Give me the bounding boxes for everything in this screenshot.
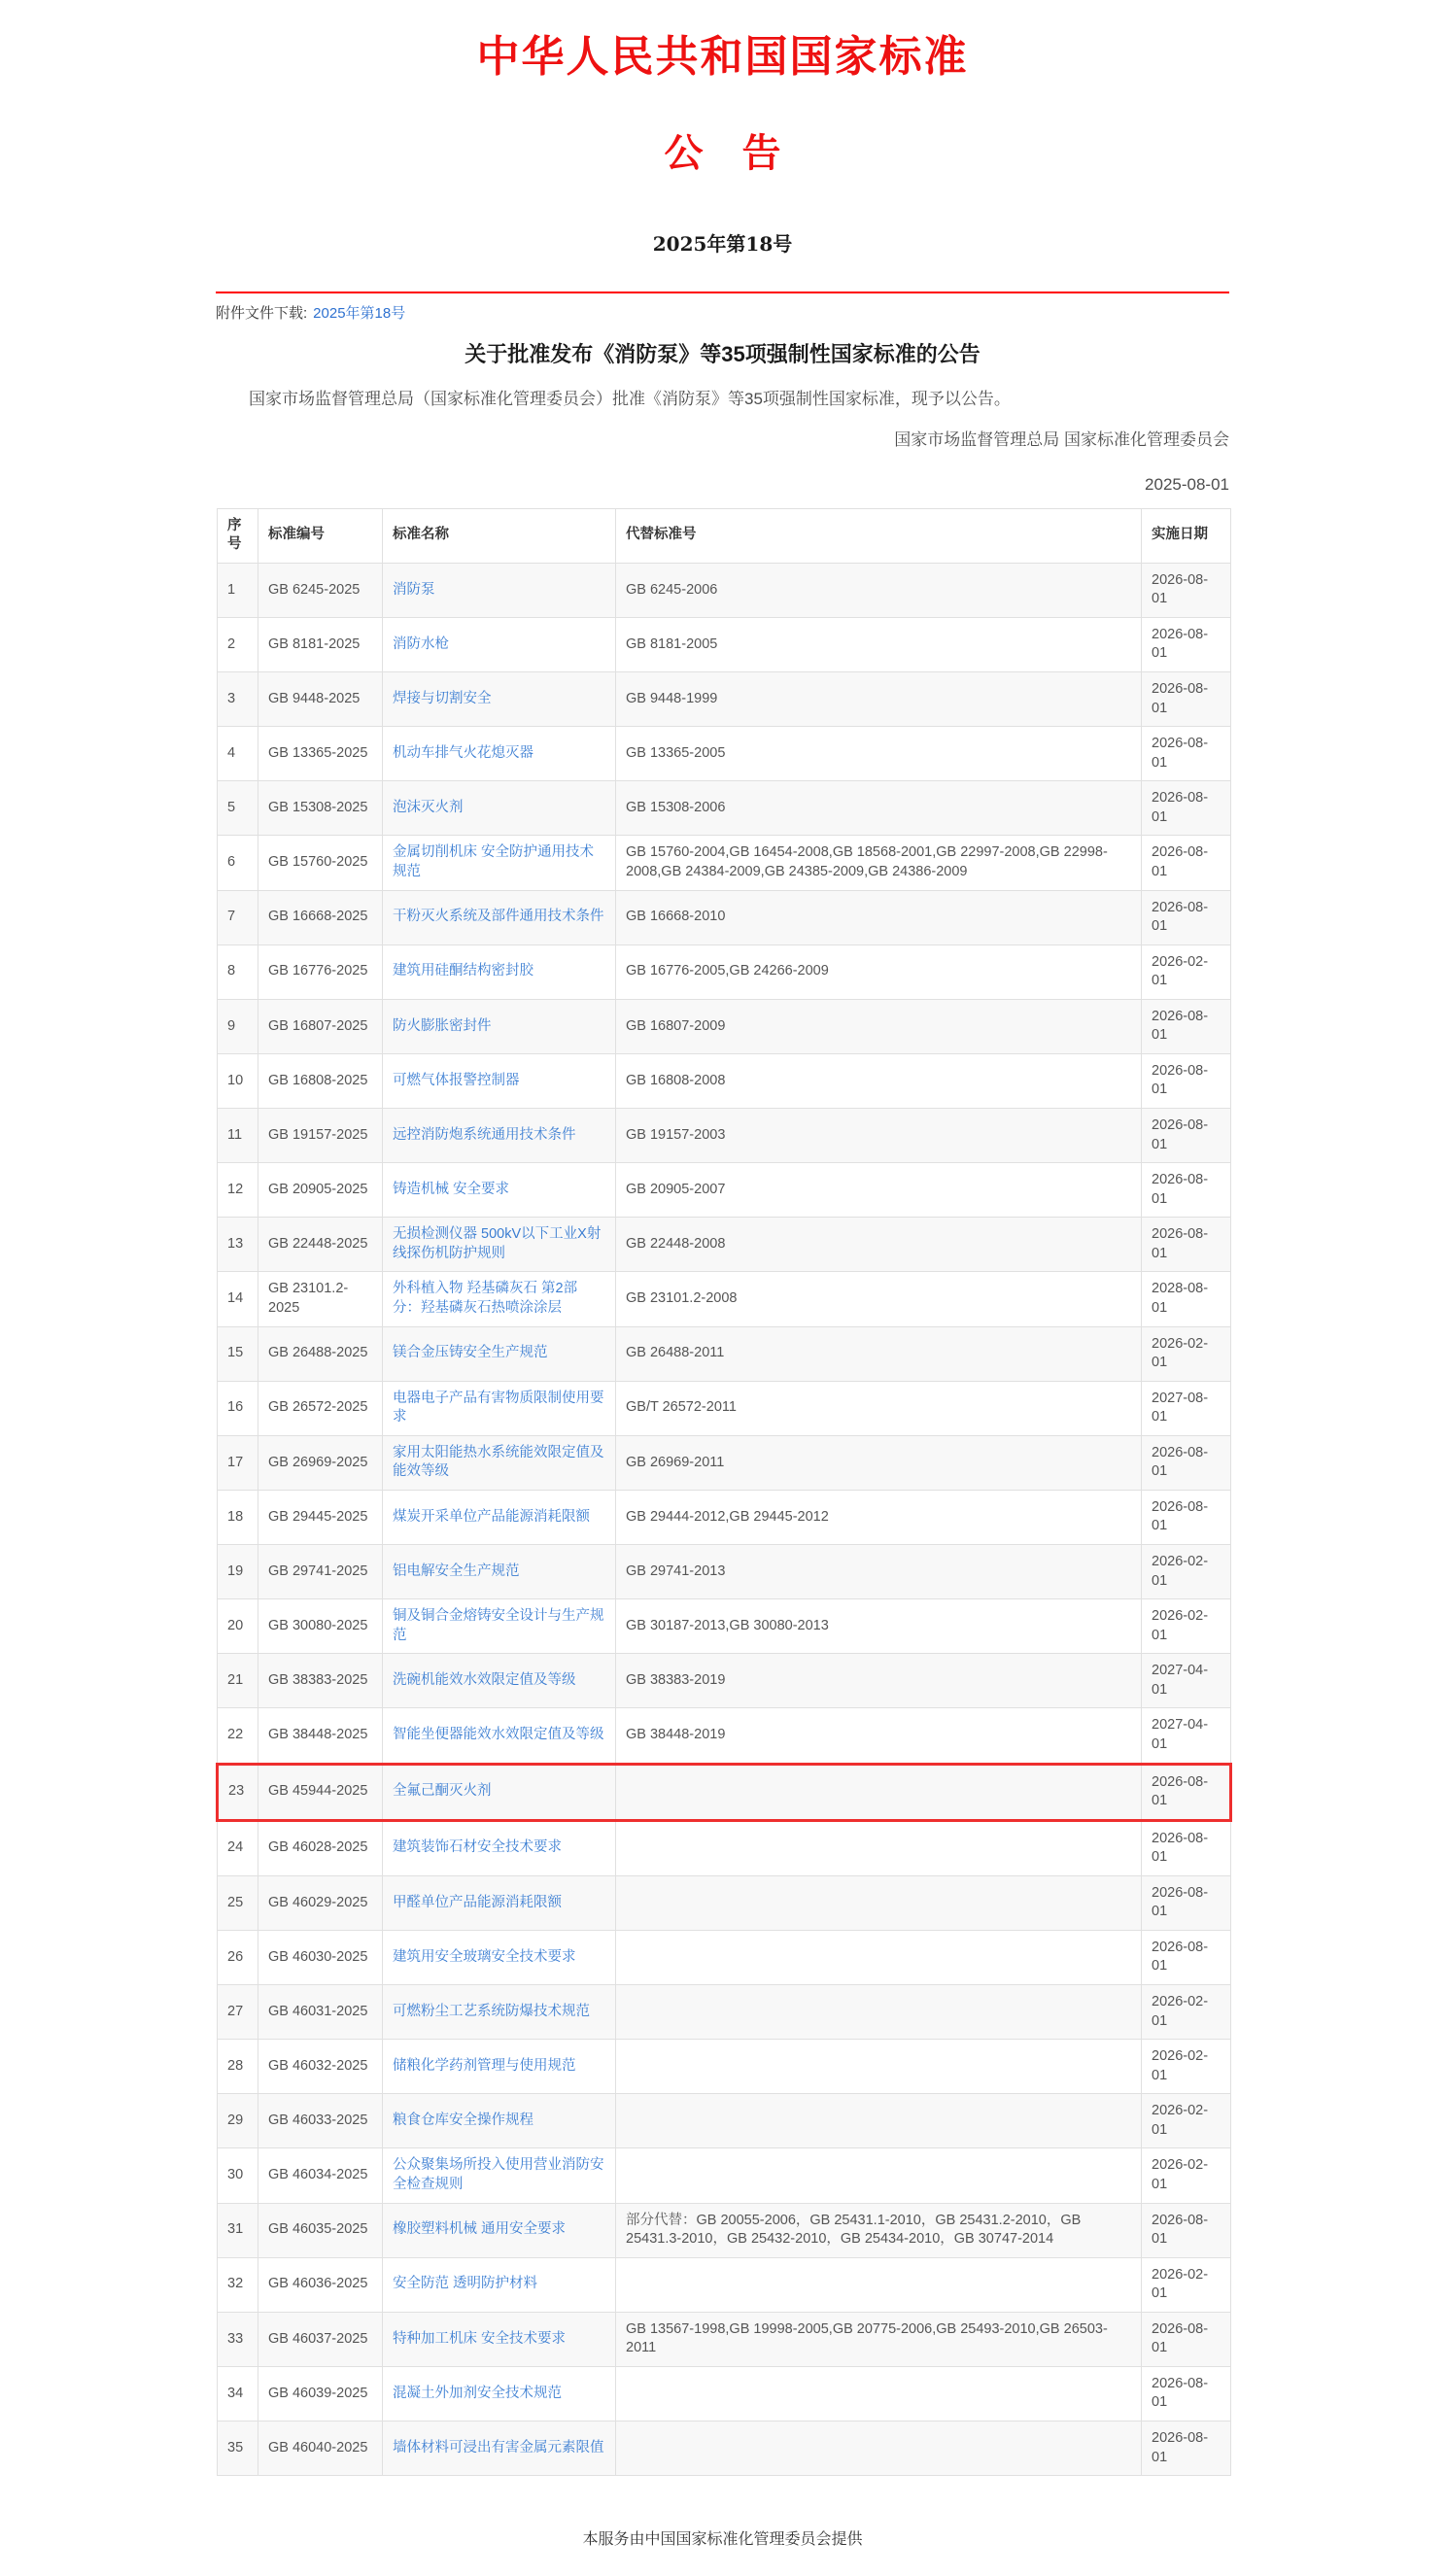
cell-seq: 7	[218, 890, 258, 945]
standard-name-link[interactable]: 铜及铜合金熔铸安全设计与生产规范	[393, 1608, 604, 1643]
cell-code: GB 26488-2025	[258, 1326, 383, 1381]
cell-name	[383, 1875, 616, 1930]
cell-name	[383, 1930, 616, 1984]
table-row	[218, 727, 1231, 781]
cell-seq: 26	[218, 1930, 258, 1984]
table-row	[218, 1764, 1231, 1820]
standard-name-link[interactable]: 洗碗机能效水效限定值及等级	[393, 1672, 576, 1689]
cell-seq: 6	[218, 836, 258, 890]
standard-name-link[interactable]: 智能坐便器能效水效限定值及等级	[393, 1727, 604, 1743]
cell-name	[383, 1053, 616, 1108]
cell-name	[383, 2148, 616, 2203]
column-header-seq: 序号	[218, 508, 258, 563]
cell-code: GB 46034-2025	[258, 2148, 383, 2203]
issue-date: 2025-08-01	[1145, 474, 1229, 494]
standards-table-body	[218, 563, 1231, 2475]
table-row	[218, 2421, 1231, 2476]
table-row	[218, 1163, 1231, 1218]
cell-code: GB 29445-2025	[258, 1490, 383, 1544]
cell-name	[383, 563, 616, 617]
cell-date: 2026-08-01	[1142, 1109, 1231, 1163]
cell-name	[383, 2094, 616, 2148]
cell-seq: 13	[218, 1218, 258, 1272]
cell-code: GB 38448-2025	[258, 1708, 383, 1764]
standard-name-link[interactable]: 煤炭开采单位产品能源消耗限额	[393, 1508, 590, 1525]
cell-seq: 22	[218, 1708, 258, 1764]
cell-replaced: GB 26488-2011	[616, 1326, 1142, 1381]
table-row	[218, 999, 1231, 1053]
cell-date: 2026-02-01	[1142, 2148, 1231, 2203]
cell-seq: 35	[218, 2421, 258, 2476]
cell-date: 2026-08-01	[1142, 1218, 1231, 1272]
column-header-code: 标准编号	[258, 508, 383, 563]
table-row	[218, 836, 1231, 890]
cell-seq: 5	[218, 781, 258, 836]
cell-name	[383, 2312, 616, 2366]
standard-name-link[interactable]: 可燃粉尘工艺系统防爆技术规范	[393, 2003, 590, 2019]
cell-seq: 29	[218, 2094, 258, 2148]
table-row	[218, 2366, 1231, 2421]
table-row	[218, 1599, 1231, 1654]
cell-code: GB 23101.2-2025	[258, 1272, 383, 1326]
cell-date: 2026-08-01	[1142, 1163, 1231, 1218]
cell-seq: 18	[218, 1490, 258, 1544]
service-provider-footer: 本服务由中国国家标准化管理委员会提供	[582, 2531, 863, 2549]
standard-name-link[interactable]: 铝电解安全生产规范	[393, 1563, 520, 1579]
cell-seq: 4	[218, 727, 258, 781]
cell-date: 2026-02-01	[1142, 1326, 1231, 1381]
cell-code: GB 20905-2025	[258, 1163, 383, 1218]
cell-name	[383, 1326, 616, 1381]
cell-name	[383, 1708, 616, 1764]
table-row	[218, 1930, 1231, 1984]
table-row	[218, 1545, 1231, 1599]
cell-seq: 30	[218, 2148, 258, 2203]
cell-replaced: GB/T 26572-2011	[616, 1381, 1142, 1435]
cell-seq: 32	[218, 2257, 258, 2312]
cell-seq: 8	[218, 945, 258, 999]
table-row	[218, 563, 1231, 617]
cell-seq: 14	[218, 1272, 258, 1326]
cell-seq: 27	[218, 1985, 258, 2040]
cell-date: 2026-08-01	[1142, 836, 1231, 890]
cell-replaced	[616, 1764, 1142, 1820]
table-row	[218, 1654, 1231, 1708]
cell-name	[383, 999, 616, 1053]
cell-replaced	[616, 2148, 1142, 2203]
standard-name-link[interactable]: 混凝土外加剂安全技术规范	[393, 2385, 562, 2401]
cell-replaced: GB 8181-2005	[616, 617, 1142, 671]
cell-date: 2026-08-01	[1142, 781, 1231, 836]
cell-replaced: GB 6245-2006	[616, 563, 1142, 617]
table-row	[218, 1820, 1231, 1875]
cell-date: 2028-08-01	[1142, 1272, 1231, 1326]
cell-code: GB 16776-2025	[258, 945, 383, 999]
issuing-authority: 国家市场监督管理总局 国家标准化管理委员会	[894, 429, 1229, 449]
cell-code: GB 16668-2025	[258, 890, 383, 945]
cell-replaced	[616, 2094, 1142, 2148]
standard-name-link[interactable]: 消防水枪	[393, 635, 449, 652]
cell-date: 2026-02-01	[1142, 1985, 1231, 2040]
cell-name	[383, 672, 616, 727]
cell-replaced: GB 13567-1998,GB 19998-2005,GB 20775-2006,GB 25493-2010,GB 26503-2011	[616, 2312, 1142, 2366]
table-row	[218, 1109, 1231, 1163]
cell-code: GB 46035-2025	[258, 2203, 383, 2257]
cell-code: GB 46040-2025	[258, 2421, 383, 2476]
standard-name-link[interactable]: 可燃气体报警控制器	[393, 1072, 520, 1088]
standard-name-link[interactable]: 甲醛单位产品能源消耗限额	[393, 1894, 562, 1910]
table-row	[218, 1435, 1231, 1490]
cell-date: 2026-08-01	[1142, 1820, 1231, 1875]
cell-code: GB 46036-2025	[258, 2257, 383, 2312]
cell-code: GB 38383-2025	[258, 1654, 383, 1708]
attachment-label: 附件文件下载:	[216, 305, 308, 322]
cell-date: 2026-08-01	[1142, 1764, 1231, 1820]
cell-name	[383, 2040, 616, 2094]
cell-replaced: GB 38383-2019	[616, 1654, 1142, 1708]
standard-name-link[interactable]: 公众聚集场所投入使用营业消防安全检查规则	[393, 2157, 604, 2192]
standard-name-link[interactable]: 无损检测仪器 500kV以下工业X射线探伤机防护规则	[393, 1226, 602, 1261]
cell-code: GB 6245-2025	[258, 563, 383, 617]
cell-date: 2026-08-01	[1142, 2421, 1231, 2476]
cell-replaced: GB 22448-2008	[616, 1218, 1142, 1272]
standard-name-link[interactable]: 干粉灭火系统及部件通用技术条件	[393, 909, 604, 925]
cell-name	[383, 1490, 616, 1544]
table-row	[218, 1218, 1231, 1272]
announcement-word: 公 告	[664, 130, 781, 176]
cell-date: 2027-04-01	[1142, 1708, 1231, 1764]
cell-code: GB 8181-2025	[258, 617, 383, 671]
standard-name-link[interactable]: 特种加工机床 安全技术要求	[393, 2330, 567, 2347]
cell-replaced: GB 16807-2009	[616, 999, 1142, 1053]
cell-seq: 17	[218, 1435, 258, 1490]
cell-code: GB 46032-2025	[258, 2040, 383, 2094]
cell-date: 2026-08-01	[1142, 1875, 1231, 1930]
cell-replaced: GB 30187-2013,GB 30080-2013	[616, 1599, 1142, 1654]
standard-name-link[interactable]: 电器电子产品有害物质限制使用要求	[393, 1390, 604, 1425]
standard-name-link[interactable]: 建筑用安全玻璃安全技术要求	[393, 1948, 576, 1965]
cell-date: 2027-04-01	[1142, 1654, 1231, 1708]
cell-replaced: GB 16808-2008	[616, 1053, 1142, 1108]
cell-replaced: 部分代替：GB 20055-2006，GB 25431.1-2010，GB 25431.2-2010，GB 25431.3-2010，GB 25432-2010，GB 25434-2010，GB 30747-2014	[616, 2203, 1142, 2257]
cell-date: 2026-08-01	[1142, 1490, 1231, 1544]
cell-replaced: GB 20905-2007	[616, 1163, 1142, 1218]
cell-seq: 9	[218, 999, 258, 1053]
standards-table	[216, 508, 1232, 2477]
standard-name-link[interactable]: 远控消防炮系统通用技术条件	[393, 1126, 576, 1143]
cell-date: 2026-08-01	[1142, 890, 1231, 945]
cell-name	[383, 727, 616, 781]
standard-name-link[interactable]: 镁合金压铸安全生产规范	[393, 1345, 548, 1361]
standard-name-link[interactable]: 机动车排气火花熄灭器	[393, 744, 533, 761]
cell-date: 2026-08-01	[1142, 2203, 1231, 2257]
table-row	[218, 2148, 1231, 2203]
cell-replaced: GB 16776-2005,GB 24266-2009	[616, 945, 1142, 999]
cell-replaced: GB 29444-2012,GB 29445-2012	[616, 1490, 1142, 1544]
cell-replaced: GB 23101.2-2008	[616, 1272, 1142, 1326]
cell-date: 2026-02-01	[1142, 2040, 1231, 2094]
cell-name	[383, 945, 616, 999]
table-row	[218, 1053, 1231, 1108]
cell-name	[383, 2203, 616, 2257]
cell-code: GB 15308-2025	[258, 781, 383, 836]
cell-code: GB 15760-2025	[258, 836, 383, 890]
cell-seq: 24	[218, 1820, 258, 1875]
cell-seq: 12	[218, 1163, 258, 1218]
table-row	[218, 672, 1231, 727]
column-header-name: 标准名称	[383, 508, 616, 563]
cell-date: 2026-08-01	[1142, 2312, 1231, 2366]
cell-seq: 31	[218, 2203, 258, 2257]
cell-replaced	[616, 2421, 1142, 2476]
table-row	[218, 1381, 1231, 1435]
cell-seq: 21	[218, 1654, 258, 1708]
cell-seq: 10	[218, 1053, 258, 1108]
cell-name	[383, 1218, 616, 1272]
cell-seq: 16	[218, 1381, 258, 1435]
cell-name	[383, 2257, 616, 2312]
cell-code: GB 9448-2025	[258, 672, 383, 727]
cell-name	[383, 1109, 616, 1163]
table-header-row	[218, 508, 1231, 563]
cell-code: GB 46028-2025	[258, 1820, 383, 1875]
cell-replaced: GB 29741-2013	[616, 1545, 1142, 1599]
cell-name	[383, 1764, 616, 1820]
cell-replaced	[616, 2040, 1142, 2094]
standard-name-link[interactable]: 墙体材料可浸出有害金属元素限值	[393, 2439, 604, 2456]
cell-date: 2026-08-01	[1142, 672, 1231, 727]
cell-code: GB 46030-2025	[258, 1930, 383, 1984]
column-header-replaced: 代替标准号	[616, 508, 1142, 563]
cell-code: GB 46029-2025	[258, 1875, 383, 1930]
standard-name-link[interactable]: 金属切削机床 安全防护通用技术规范	[393, 844, 595, 879]
standard-name-link[interactable]: 安全防范 透明防护材料	[393, 2276, 538, 2292]
cell-seq: 15	[218, 1326, 258, 1381]
table-row	[218, 617, 1231, 671]
cell-code: GB 46033-2025	[258, 2094, 383, 2148]
cell-replaced: GB 13365-2005	[616, 727, 1142, 781]
column-header-date: 实施日期	[1142, 508, 1231, 563]
table-row	[218, 1875, 1231, 1930]
standard-name-link[interactable]: 建筑用硅酮结构密封胶	[393, 963, 533, 979]
cell-replaced: GB 38448-2019	[616, 1708, 1142, 1764]
cell-replaced: GB 15760-2004,GB 16454-2008,GB 18568-2001,GB 22997-2008,GB 22998-2008,GB 24384-2009,GB 24385-2009,GB 24386-2009	[616, 836, 1142, 890]
cell-seq: 28	[218, 2040, 258, 2094]
cell-replaced	[616, 2366, 1142, 2421]
cell-seq: 2	[218, 617, 258, 671]
cell-name	[383, 1820, 616, 1875]
standard-name-link[interactable]: 橡胶塑料机械 通用安全要求	[393, 2221, 567, 2238]
cell-seq: 25	[218, 1875, 258, 1930]
table-row	[218, 945, 1231, 999]
table-row	[218, 2094, 1231, 2148]
cell-name	[383, 2366, 616, 2421]
cell-name	[383, 617, 616, 671]
cell-name	[383, 1381, 616, 1435]
cell-code: GB 30080-2025	[258, 1599, 383, 1654]
cell-code: GB 16807-2025	[258, 999, 383, 1053]
cell-code: GB 29741-2025	[258, 1545, 383, 1599]
announcement-title: 关于批准发布《消防泵》等35项强制性国家标准的公告	[464, 342, 981, 366]
cell-seq: 34	[218, 2366, 258, 2421]
standard-name-link[interactable]: 外科植入物 羟基磷灰石 第2部分：羟基磷灰石热喷涂涂层	[393, 1281, 578, 1316]
cell-date: 2026-08-01	[1142, 1053, 1231, 1108]
cell-replaced: GB 26969-2011	[616, 1435, 1142, 1490]
table-row	[218, 890, 1231, 945]
cell-code: GB 16808-2025	[258, 1053, 383, 1108]
cell-seq: 19	[218, 1545, 258, 1599]
issue-number: 2025年第18号	[652, 232, 793, 256]
cell-seq: 11	[218, 1109, 258, 1163]
cell-replaced	[616, 1985, 1142, 2040]
cell-name	[383, 836, 616, 890]
table-row	[218, 2203, 1231, 2257]
cell-replaced	[616, 2257, 1142, 2312]
table-row	[218, 1272, 1231, 1326]
standard-name-link[interactable]: 防火膨胀密封件	[393, 1017, 492, 1034]
cell-code: GB 13365-2025	[258, 727, 383, 781]
cell-code: GB 46039-2025	[258, 2366, 383, 2421]
cell-name	[383, 1163, 616, 1218]
cell-date: 2026-08-01	[1142, 1930, 1231, 1984]
cell-replaced: GB 9448-1999	[616, 672, 1142, 727]
cell-code: GB 45944-2025	[258, 1764, 383, 1820]
cell-replaced: GB 19157-2003	[616, 1109, 1142, 1163]
cell-date: 2026-08-01	[1142, 563, 1231, 617]
cell-name	[383, 781, 616, 836]
cell-name	[383, 1435, 616, 1490]
cell-name	[383, 1599, 616, 1654]
page-container	[216, 21, 1229, 2576]
cell-name	[383, 1985, 616, 2040]
standard-name-link[interactable]: 全氟己酮灭火剂	[393, 1783, 492, 1800]
table-row	[218, 1326, 1231, 1381]
standard-name-link[interactable]: 家用太阳能热水系统能效限定值及能效等级	[393, 1444, 604, 1480]
cell-date: 2026-02-01	[1142, 2257, 1231, 2312]
cell-seq: 20	[218, 1599, 258, 1654]
standard-name-link[interactable]: 储粮化学药剂管理与使用规范	[393, 2057, 576, 2074]
attachment-bar	[216, 292, 1229, 323]
cell-name	[383, 1545, 616, 1599]
cell-seq: 33	[218, 2312, 258, 2366]
cell-seq: 3	[218, 672, 258, 727]
cell-replaced: GB 16668-2010	[616, 890, 1142, 945]
table-row	[218, 1985, 1231, 2040]
cell-replaced	[616, 1930, 1142, 1984]
cell-name	[383, 1654, 616, 1708]
page-title: 中华人民共和国国家标准	[476, 32, 969, 82]
table-row	[218, 2312, 1231, 2366]
cell-date: 2026-02-01	[1142, 2094, 1231, 2148]
cell-date: 2026-08-01	[1142, 617, 1231, 671]
standard-name-link[interactable]: 泡沫灭火剂	[393, 800, 464, 816]
standard-name-link[interactable]: 铸造机械 安全要求	[393, 1181, 510, 1197]
cell-date: 2027-08-01	[1142, 1381, 1231, 1435]
standard-name-link[interactable]: 粮食仓库安全操作规程	[393, 2112, 533, 2129]
cell-code: GB 26572-2025	[258, 1381, 383, 1435]
cell-code: GB 46037-2025	[258, 2312, 383, 2366]
cell-date: 2026-08-01	[1142, 2366, 1231, 2421]
cell-code: GB 46031-2025	[258, 1985, 383, 2040]
standard-name-link[interactable]: 焊接与切割安全	[393, 690, 492, 706]
announcement-body: 国家市场监督管理总局（国家标准化管理委员会）批准《消防泵》等35项强制性国家标准，现予以公告。	[249, 390, 1011, 408]
table-row	[218, 1708, 1231, 1764]
cell-date: 2026-02-01	[1142, 1599, 1231, 1654]
cell-replaced	[616, 1820, 1142, 1875]
table-row	[218, 1490, 1231, 1544]
cell-replaced	[616, 1875, 1142, 1930]
cell-name	[383, 2421, 616, 2476]
cell-date: 2026-08-01	[1142, 999, 1231, 1053]
table-row	[218, 2257, 1231, 2312]
cell-seq: 23	[218, 1764, 258, 1820]
cell-name	[383, 890, 616, 945]
cell-date: 2026-08-01	[1142, 1435, 1231, 1490]
cell-date: 2026-02-01	[1142, 1545, 1231, 1599]
table-row	[218, 781, 1231, 836]
attachment-download-link[interactable]: 2025年第18号	[313, 305, 406, 322]
cell-replaced: GB 15308-2006	[616, 781, 1142, 836]
cell-code: GB 22448-2025	[258, 1218, 383, 1272]
standard-name-link[interactable]: 消防泵	[393, 581, 435, 598]
standard-name-link[interactable]: 建筑装饰石材安全技术要求	[393, 1839, 562, 1856]
cell-seq: 1	[218, 563, 258, 617]
cell-code: GB 19157-2025	[258, 1109, 383, 1163]
cell-name	[383, 1272, 616, 1326]
cell-date: 2026-02-01	[1142, 945, 1231, 999]
cell-code: GB 26969-2025	[258, 1435, 383, 1490]
table-row	[218, 2040, 1231, 2094]
cell-date: 2026-08-01	[1142, 727, 1231, 781]
